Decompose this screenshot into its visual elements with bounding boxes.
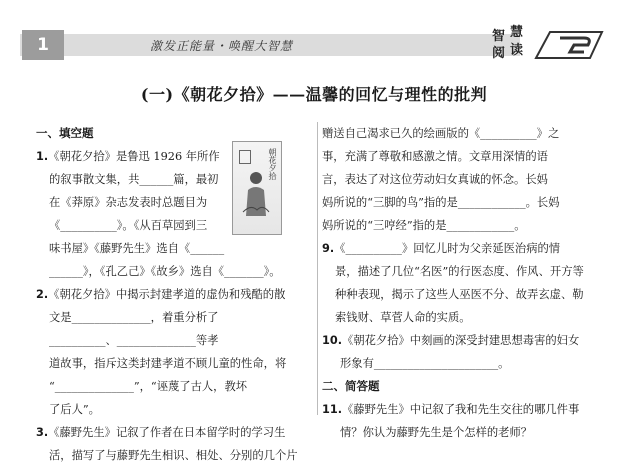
- question-text-line: 索钱财、草菅人命的实质。: [335, 311, 471, 324]
- logo-char: 慧: [510, 25, 524, 40]
- question-text-line: 《__________》。《从百草园到三: [49, 219, 208, 232]
- column-divider: [317, 122, 318, 415]
- question-text-line: 《朝花夕拾》中揭示封建孝道的虚伪和残酷的散: [48, 288, 286, 301]
- question-text-line: 妈所说的“三脚的鸟”指的是____________。长妈: [322, 196, 560, 209]
- question-text-line: 赠送自己渴求已久的绘画版的《__________》之: [322, 127, 560, 140]
- question-text-line: __________、______________等孝: [49, 334, 219, 347]
- question-3: [36, 421, 312, 467]
- question-text-line: 《朝花夕拾》是鲁迅 1926 年所作: [48, 150, 220, 163]
- page-title: (一)《朝花夕拾》——温馨的回忆与理性的批判: [140, 85, 488, 104]
- question-text-line: 种种表现，揭示了这些人巫医不分、故弄玄虚、勒: [335, 288, 584, 301]
- question-text-line: ______》，《孔乙己》《故乡》选自《_______》。: [49, 265, 281, 278]
- question-number: 11.: [322, 403, 343, 416]
- author-portrait-icon: [241, 168, 271, 218]
- question-continued: [322, 122, 610, 237]
- question-text-line: 《藤野先生》中记叙了我和先生交往的哪几件事: [342, 403, 580, 416]
- logo-char: 读: [510, 43, 524, 58]
- page-number: 1: [22, 30, 64, 60]
- question-number: 1.: [36, 150, 49, 163]
- question-text-line: 形象有______________________。: [340, 357, 510, 370]
- question-number: 9.: [322, 242, 335, 255]
- question-text-line: 事，充满了尊敬和感激之情。文章用深情的语: [322, 150, 548, 163]
- question-text-line: 活，描写了与藤野先生相识、相处、分别的几个片: [49, 449, 298, 462]
- question-10: [322, 329, 610, 375]
- book-cover-title: 朝花夕拾: [268, 148, 277, 180]
- question-text-line: “______________”，“诬蔑了古人，教坏: [49, 380, 248, 393]
- question-text-line: 在《莽原》杂志发表时总题目为: [49, 196, 208, 209]
- question-text-line: 《朝花夕拾》中刻画的深受封建思想毒害的妇女: [342, 334, 580, 347]
- section-heading-short-answer: 二、简答题: [322, 379, 380, 393]
- question-text-line: 的叙事散文集，共______篇，最初: [49, 173, 219, 186]
- section-heading-fill-in: 一、填空题: [36, 126, 94, 140]
- question-text-line: 情？你认为藤野先生是个怎样的老师？: [340, 426, 533, 439]
- question-number: 3.: [36, 426, 49, 439]
- logo-char: 阅: [492, 46, 506, 61]
- question-text-line: 《藤野先生》记叙了作者在日本留学时的学习生: [48, 426, 286, 439]
- header-slogan: 激发正能量・唤醒大智慧: [150, 39, 294, 53]
- question-number: 2.: [36, 288, 49, 301]
- question-text-line: 文是______________，着重分析了: [49, 311, 219, 324]
- question-text-line: 道故事，指斥这类封建孝道不顾儿童的性命，将: [49, 357, 287, 370]
- right-column: [322, 122, 610, 444]
- question-text-line: 味书屋》《藤野先生》选自《______: [49, 242, 225, 255]
- book-cover-image: [232, 141, 282, 235]
- question-2: [36, 283, 312, 421]
- question-text-line: 言，表达了对这位劳动妇女真诚的怀念。长妈: [322, 173, 548, 186]
- question-11: [322, 398, 610, 444]
- question-text-line: 《__________》回忆儿时为父亲延医治病的情: [334, 242, 561, 255]
- book-logo-icon: [532, 28, 606, 64]
- question-text-line: 景，描述了几位“名医”的行医态度、作风、开方等: [335, 265, 584, 278]
- page-header: [0, 26, 628, 64]
- logo-char: 智: [492, 29, 506, 44]
- cover-stamp: [239, 150, 251, 164]
- question-text-line: 了后人”。: [49, 403, 100, 416]
- wisdom-reading-logo: [488, 26, 612, 66]
- question-number: 10.: [322, 334, 343, 347]
- question-text-line: 妈所说的“三哼经”指的是____________。: [322, 219, 526, 232]
- question-9: [322, 237, 610, 329]
